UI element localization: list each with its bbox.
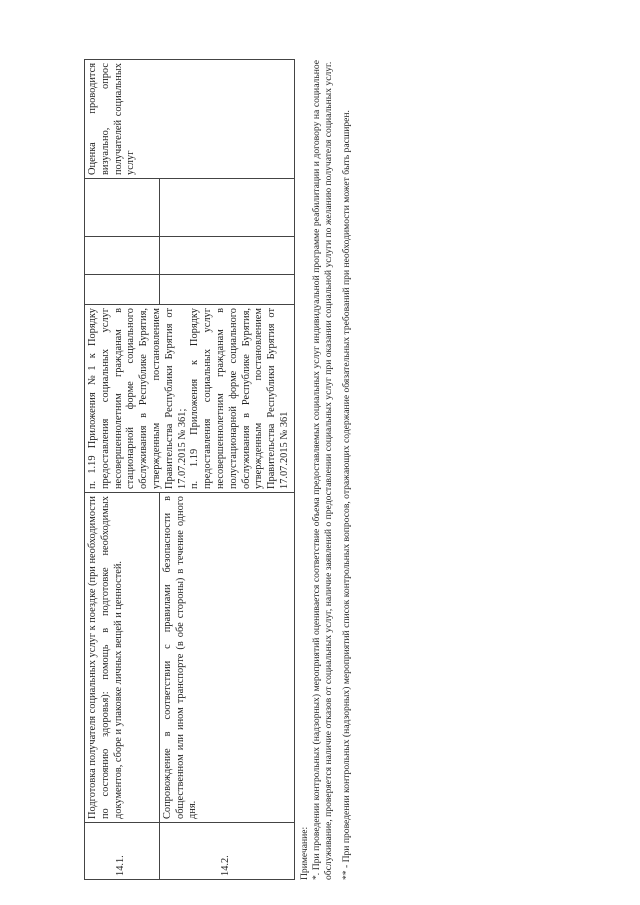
normative-reference: п. 1.19 Приложения №1 к Порядку предоставления социальных услуг несовершеннолетним гражданам в стационарной форме социального обслуживания в Республике Бурятия, утвержденным постановлением Правительства Республики Бурятия от 17.07.2015 № 361; [87, 308, 188, 489]
note-1: *. При проведении контрольных (надзорных) мероприятий оценивается соответствие объема предоставляемых социальных услуг индивидуальной программе реабилитации и договору на социальное обслуживание, проверяется наличие отказов от социальных услуг, наличие заявлений о предоставлении социальных услуг при оказании социальной услуги по желанию получателя социальных услуг. [311, 60, 334, 880]
note-2: ** - При проведении контрольных (надзорных) мероприятий список контрольных вопросов, отражающих содержание обязательных требований при необходимости может быть расширен. [341, 110, 352, 880]
rotated-page [84, 60, 564, 880]
requirement-text: Сопровождение в соответствии с правилами безопасности в общественном или ином транспорте (в обе стороны) в течение одного дня. [159, 493, 294, 823]
notes-section [299, 60, 353, 880]
answer-cell [85, 179, 160, 237]
normative-reference: п. 1.19 Приложения к Порядку предоставления социальных услуг несовершеннолетним гражданам в полустационарной форме социального обслуживания в Республике Бурятия, утвержденным постановлением Правительства Республики Бурятия от 17.07.2015 № 361 [189, 308, 290, 489]
notes-heading: Примечание: [299, 826, 310, 880]
answer-cell [85, 237, 160, 275]
answer-cell [159, 237, 294, 275]
table-row [85, 60, 160, 880]
normative-reference-cell [85, 305, 295, 493]
answer-cell [159, 179, 294, 237]
answer-cell [159, 275, 294, 305]
row-number: 14.1. [85, 823, 160, 880]
row-number: 14.2. [159, 823, 294, 880]
method-note: Оценка проводится визуально, опрос получателей социальных услуг [85, 60, 295, 179]
checklist-table [84, 59, 295, 880]
answer-cell [85, 275, 160, 305]
requirement-text: Подготовка получателя социальных услуг к поездке (при необходимости по состоянию здоровья): помощь в подготовке необходимых документов, сборе и упаковке личных вещей и ценностей. [85, 493, 160, 823]
